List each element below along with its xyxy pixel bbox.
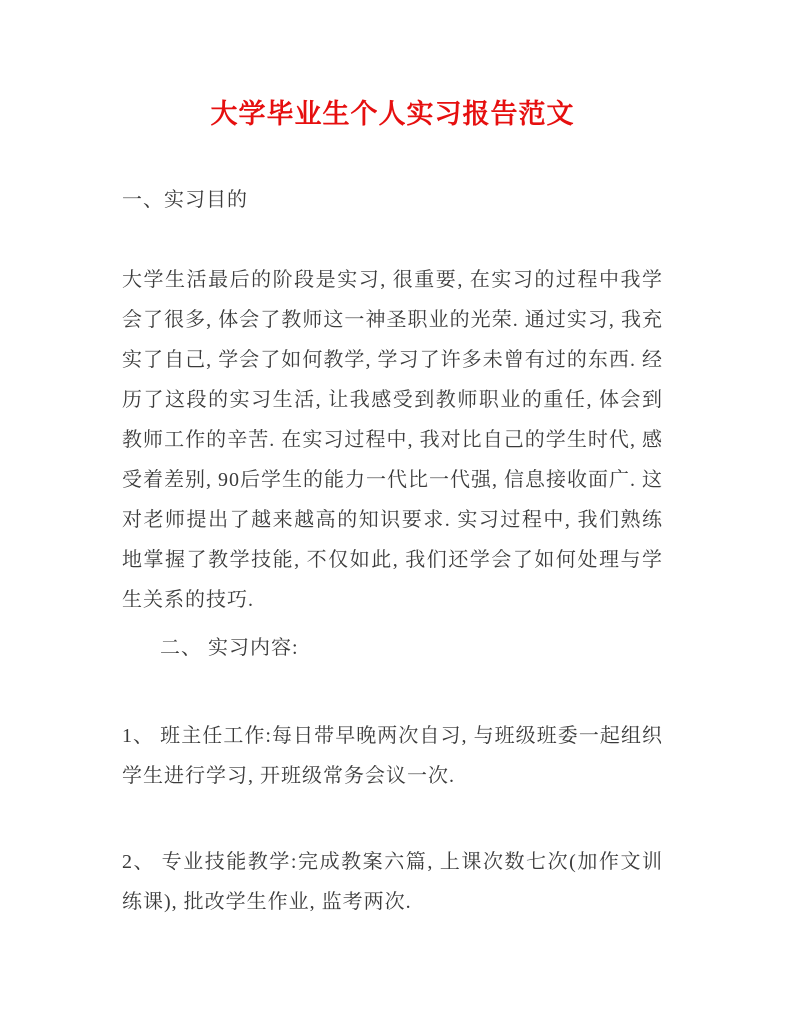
page-title: 大学毕业生个人实习报告范文	[210, 99, 575, 129]
section-heading-internship-purpose: 一、实习目的	[122, 189, 248, 211]
paragraph-internship-purpose: 大学生活最后的阶段是实习, 很重要, 在实习的过程中我学会了很多, 体会了教师这一神圣职业的光荣. 通过实习, 我充实了自己, 学会了如何教学, 学习了许多未曾有过的东西. 经历了这段的实习生活, 让我感受到教师职业的重任, 体会到教师工作的辛苦. 在实习过程中, 我对比自己的学生时代, 感受着差别, 90后学生的能力一代比一代强, 信息接收面广. 这对老师提出了越来越高的知识要求. 实习过程中, 我们熟练地掌握了教学技能, 不仅如此, 我们还学会了如何处理与学生关系的技巧.	[122, 269, 663, 611]
paragraph-head-teacher-work: 1、 班主任工作:每日带早晚两次自习, 与班级班委一起组织学生进行学习, 开班级常务会议一次.	[122, 725, 663, 787]
section-heading-internship-content: 二、 实习内容:	[160, 637, 299, 659]
paragraph-professional-skill-teaching: 2、 专业技能教学:完成教案六篇, 上课次数七次(加作文训练课), 批改学生作业, 监考两次.	[122, 851, 663, 913]
document-content	[0, 94, 800, 922]
